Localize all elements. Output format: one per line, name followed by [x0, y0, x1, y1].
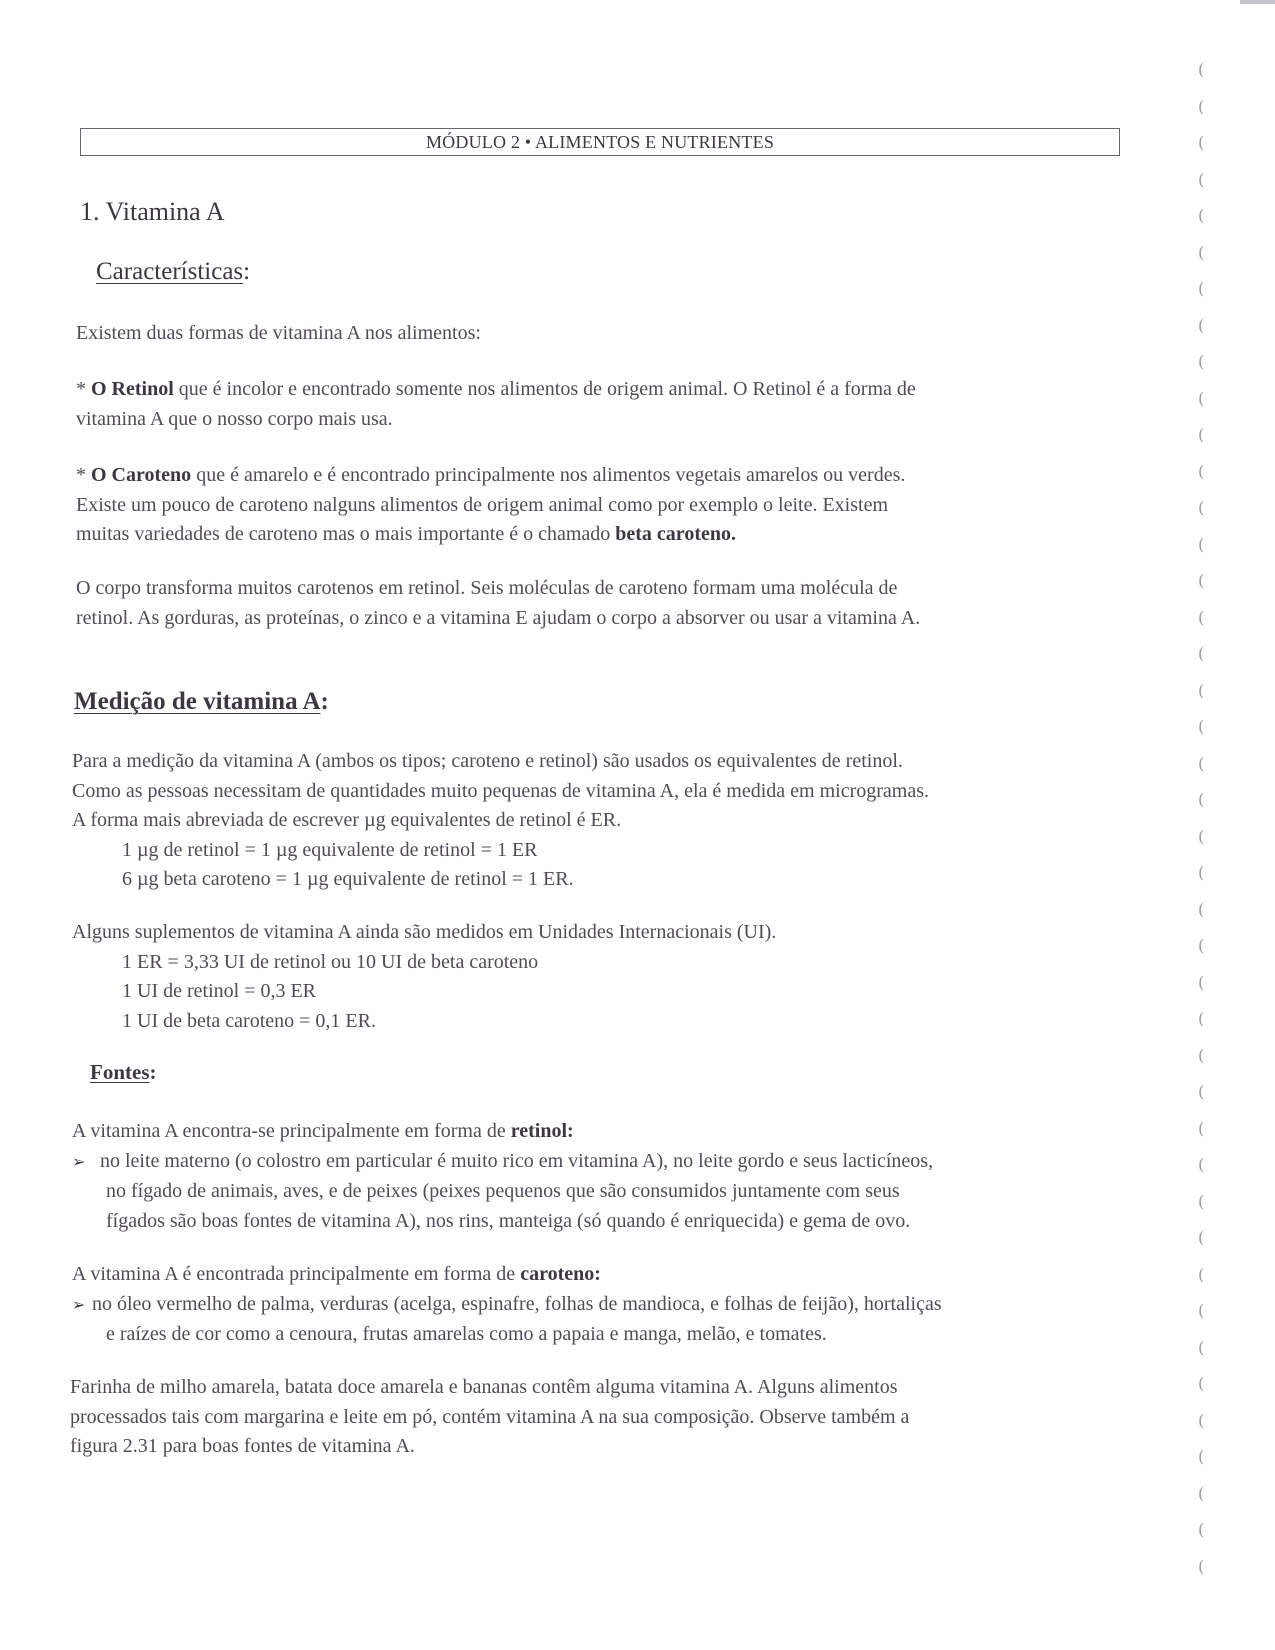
binder-hole-mark: ( — [1198, 1447, 1205, 1466]
closing-paragraph — [70, 1373, 1120, 1462]
caroteno-line-1 — [76, 461, 1126, 491]
caroteno-line-2: Existe um pouco de caroteno nalguns alimentos de origem animal como por exemplo o leite. Existem — [76, 493, 889, 516]
binder-hole-mark: ( — [1198, 315, 1205, 335]
caroteno-term: O Caroteno — [91, 464, 192, 486]
binder-hole-mark: ( — [1198, 1045, 1205, 1065]
binder-hole-mark: ( — [1198, 1337, 1205, 1357]
intro-paragraph — [76, 319, 1126, 349]
equation-er-ui: 1 ER = 3,33 UI de retinol ou 10 UI de beta caroteno — [122, 950, 539, 973]
fontes-retinol-intro-text: A vitamina A encontra-se principalmente em forma de — [72, 1120, 511, 1142]
binder-hole-mark: ( — [1198, 133, 1205, 152]
arrow-bullet-icon: ➢ — [72, 1153, 86, 1171]
retinol-term: retinol: — [510, 1120, 574, 1142]
module-header — [80, 128, 1120, 156]
fontes-retinol-line-3: fígados são boas fontes de vitamina A), nos rins, manteiga (só quando é enriquecida) e gema de ovo. — [106, 1209, 911, 1232]
caroteno-line-3 — [76, 520, 1126, 550]
binder-hole-mark: ( — [1198, 899, 1205, 919]
binder-hole-mark: ( — [1198, 1374, 1205, 1393]
module-header-title: MÓDULO 2 • ALIMENTOS E NUTRIENTES — [425, 132, 775, 152]
fontes-retinol-paragraph — [72, 1117, 1122, 1236]
medicao-line-3: A forma mais abreviada de escrever µg equivalentes de retinol é ER. — [72, 809, 622, 831]
transform-paragraph — [76, 574, 1126, 633]
binder-hole-mark: ( — [1198, 571, 1205, 590]
binder-hole-mark: ( — [1198, 498, 1205, 517]
fontes-caroteno-intro — [72, 1260, 1122, 1290]
binder-hole-mark: ( — [1198, 1520, 1205, 1539]
medicao-line-2: Como as pessoas necessitam de quantidades muito pequenas de vitamina A, ela é medida em microgramas. — [72, 779, 929, 802]
heading-fontes-text: Fontes — [90, 1060, 150, 1084]
binder-hole-mark: ( — [1198, 1483, 1205, 1503]
binder-hole-mark: ( — [1198, 936, 1205, 955]
binder-hole-mark: ( — [1198, 96, 1205, 116]
binder-hole-mark: ( — [1198, 1264, 1205, 1284]
medicao-line-1: Para a medição da vitamina A (ambos os tipos; caroteno e retinol) são usados os equivalentes de retinol. — [72, 750, 903, 772]
retinol-term: O Retinol — [91, 378, 174, 400]
fontes-caroteno-bullet — [72, 1290, 1122, 1321]
binder-hole-mark: ( — [1198, 425, 1205, 444]
closing-line-3: figura 2.31 para boas fontes de vitamina A. — [70, 1435, 415, 1457]
section-title: 1. Vitamina A — [80, 197, 225, 226]
equation-ui-beta-caroteno: 1 UI de beta caroteno = 0,1 ER. — [122, 1009, 376, 1032]
caroteno-text: que é amarelo e é encontrado principalmente nos alimentos vegetais amarelos ou verdes. — [191, 464, 906, 486]
binder-hole-mark: ( — [1198, 206, 1205, 225]
binder-hole-mark: ( — [1198, 753, 1205, 773]
asterisk: * — [76, 378, 91, 400]
caroteno-paragraph — [76, 461, 1126, 550]
ui-line-1: Alguns suplementos de vitamina A ainda são medidos em Unidades Internacionais (UI). — [72, 921, 777, 943]
beta-caroteno-term: beta caroteno. — [615, 523, 736, 545]
binder-hole-mark: ( — [1198, 242, 1205, 262]
fontes-retinol-intro — [72, 1117, 1122, 1147]
binder-hole-marks — [1198, 60, 1218, 1650]
fontes-retinol-line-2: no fígado de animais, aves, e de peixes (peixes pequenos que são consumidos juntamente com seus — [106, 1180, 900, 1202]
retinol-paragraph — [76, 375, 1126, 434]
binder-hole-mark: ( — [1198, 279, 1205, 298]
binder-hole-mark: ( — [1198, 1410, 1205, 1430]
medicao-paragraph — [72, 747, 1122, 895]
fontes-caroteno-line-1: no óleo vermelho de palma, verduras (acelga, espinafre, folhas de mandioca, e folhas de feijão), hortaliças — [92, 1292, 942, 1315]
binder-hole-mark: ( — [1198, 1009, 1205, 1028]
heading-caracteristicas — [96, 258, 250, 286]
binder-hole-mark: ( — [1198, 972, 1205, 992]
equation-beta-caroteno: 6 µg beta caroteno = 1 µg equivalente de retinol = 1 ER. — [122, 868, 574, 890]
binder-hole-mark: ( — [1198, 1301, 1205, 1320]
binder-hole-mark: ( — [1198, 461, 1205, 481]
transform-line-1: O corpo transforma muitos carotenos em retinol. Seis moléculas de caroteno formam uma molécula de — [76, 577, 898, 599]
closing-line-1: Farinha de milho amarela, batata doce amarela e bananas contêm alguma vitamina A. Alguns alimentos — [70, 1376, 898, 1398]
binder-hole-mark: ( — [1198, 1228, 1205, 1247]
equation-retinol: 1 µg de retinol = 1 µg equivalente de retinol = 1 ER — [122, 838, 538, 861]
equation-ui-retinol: 1 UI de retinol = 0,3 ER — [122, 980, 317, 1002]
retinol-line-2: vitamina A que o nosso corpo mais usa. — [76, 407, 393, 430]
binder-hole-mark: ( — [1198, 60, 1205, 79]
binder-hole-mark: ( — [1198, 534, 1205, 554]
heading-colon: : — [149, 1060, 157, 1084]
fontes-caroteno-paragraph — [72, 1260, 1122, 1350]
binder-hole-mark: ( — [1198, 644, 1205, 663]
binder-hole-mark: ( — [1198, 1191, 1205, 1211]
binder-hole-mark: ( — [1198, 1082, 1205, 1101]
binder-hole-mark: ( — [1198, 717, 1205, 736]
scan-edge-mark — [1240, 0, 1275, 4]
heading-colon: : — [243, 258, 251, 285]
fontes-retinol-bullet — [72, 1147, 1122, 1178]
fontes-caroteno-line-2: e raízes de cor como a cenoura, frutas amarelas como a papaia e manga, melão, e tomates. — [106, 1323, 827, 1345]
binder-hole-mark: ( — [1198, 1556, 1205, 1576]
binder-hole-mark: ( — [1198, 826, 1205, 846]
caroteno-line-3-text: muitas variedades de caroteno mas o mais importante é o chamado — [76, 523, 616, 545]
heading-colon: : — [320, 688, 329, 715]
fontes-retinol-line-1: no leite materno (o colostro em particular é muito rico em vitamina A), no leite gordo e seus lacticíneos, — [100, 1149, 934, 1172]
binder-hole-mark: ( — [1198, 352, 1205, 371]
heading-medicao — [74, 688, 329, 716]
ui-paragraph — [72, 918, 1122, 1036]
caroteno-term: caroteno: — [520, 1263, 601, 1285]
fontes-caroteno-intro-text: A vitamina A é encontrada principalmente em forma de — [72, 1263, 521, 1285]
binder-hole-mark: ( — [1198, 1118, 1205, 1138]
binder-hole-mark: ( — [1198, 790, 1205, 809]
binder-hole-mark: ( — [1198, 680, 1205, 700]
binder-hole-mark: ( — [1198, 388, 1205, 408]
binder-hole-mark: ( — [1198, 607, 1205, 627]
binder-hole-mark: ( — [1198, 169, 1205, 189]
binder-hole-mark: ( — [1198, 1155, 1205, 1174]
asterisk: * — [76, 464, 91, 486]
binder-hole-mark: ( — [1198, 863, 1205, 882]
closing-line-2: processados tais com margarina e leite em pó, contém vitamina A na sua composição. Observe também a — [70, 1405, 910, 1428]
heading-fontes — [90, 1060, 157, 1085]
heading-medicao-text: Medição de vitamina A — [74, 688, 321, 715]
retinol-line-1 — [76, 375, 1126, 405]
intro-text: Existem duas formas de vitamina A nos alimentos: — [76, 322, 481, 344]
arrow-bullet-icon: ➢ — [72, 1296, 86, 1314]
transform-line-2: retinol. As gorduras, as proteínas, o zinco e a vitamina E ajudam o corpo a absorver ou usar a vitamina A. — [76, 606, 921, 629]
retinol-text: que é incolor e encontrado somente nos alimentos de origem animal. O Retinol é a forma de — [173, 378, 916, 400]
heading-caracteristicas-text: Características — [96, 258, 244, 285]
